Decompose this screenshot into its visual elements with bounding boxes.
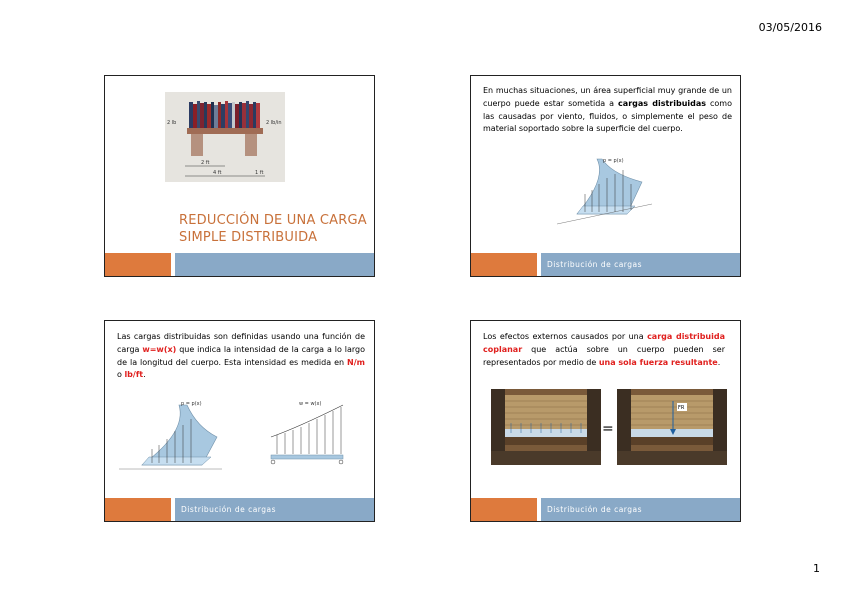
slide-body-text: Las cargas distribuidas son definidas usando una función de carga w=w(x) que indica la intensidad de la carga a lo largo de la longitud del cuerpo. Esta intensidad es medida en N/m o lb/ft. — [117, 332, 365, 380]
slide-body-text: Los efectos externos causados por una carga distribuida coplanar que actúa sobre un cuerpo pueden ser representados por medio de una sola fuerza resultante. — [483, 332, 725, 367]
footer-label: Distribución de cargas — [541, 253, 740, 276]
svg-text:2 lb/in: 2 lb/in — [266, 120, 282, 126]
bookshelf-figure — [165, 92, 285, 182]
svg-text:4 ft: 4 ft — [213, 170, 222, 176]
svg-text:FR: FR — [678, 405, 685, 411]
page-date: 03/05/2016 — [758, 21, 822, 34]
slide-3-thumbnail[interactable] — [104, 320, 375, 522]
footer-label: Distribución de cargas — [541, 498, 740, 521]
slide-title: REDUCCIÓN DE UNA CARGA SIMPLE DISTRIBUIDA — [179, 213, 367, 245]
svg-text:p = p(x): p = p(x) — [181, 401, 202, 407]
lumber-load-photo — [491, 389, 601, 465]
lumber-resultant-photo — [617, 389, 727, 465]
svg-text:w = w(x): w = w(x) — [299, 401, 322, 407]
page-number: 1 — [813, 562, 820, 575]
distributed-load-beam-figure — [259, 397, 351, 477]
slide-footer — [105, 253, 374, 276]
footer-label: Distribución de cargas — [175, 498, 374, 521]
svg-text:2 lb: 2 lb — [167, 120, 177, 126]
slide-body-text: En muchas situaciones, un área superficial muy grande de un cuerpo puede estar sometida a cargas distribuidas como las causadas por viento, fluidos, o simplemente el peso de material soportado sobre la superficie del cuerpo. — [483, 86, 732, 134]
distributed-load-surface-figure — [547, 154, 667, 246]
svg-text:2 ft: 2 ft — [201, 160, 210, 166]
slide-footer — [105, 498, 374, 521]
slide-footer — [471, 498, 740, 521]
slide-1-thumbnail[interactable] — [104, 75, 375, 277]
slide-2-thumbnail[interactable] — [470, 75, 741, 277]
slide-footer — [471, 253, 740, 276]
svg-text:p = p(x): p = p(x) — [603, 158, 624, 164]
equals-sign: = — [602, 421, 614, 437]
distributed-load-3d-figure — [117, 397, 227, 489]
svg-text:1 ft: 1 ft — [255, 170, 264, 176]
slide-4-thumbnail[interactable] — [470, 320, 741, 522]
